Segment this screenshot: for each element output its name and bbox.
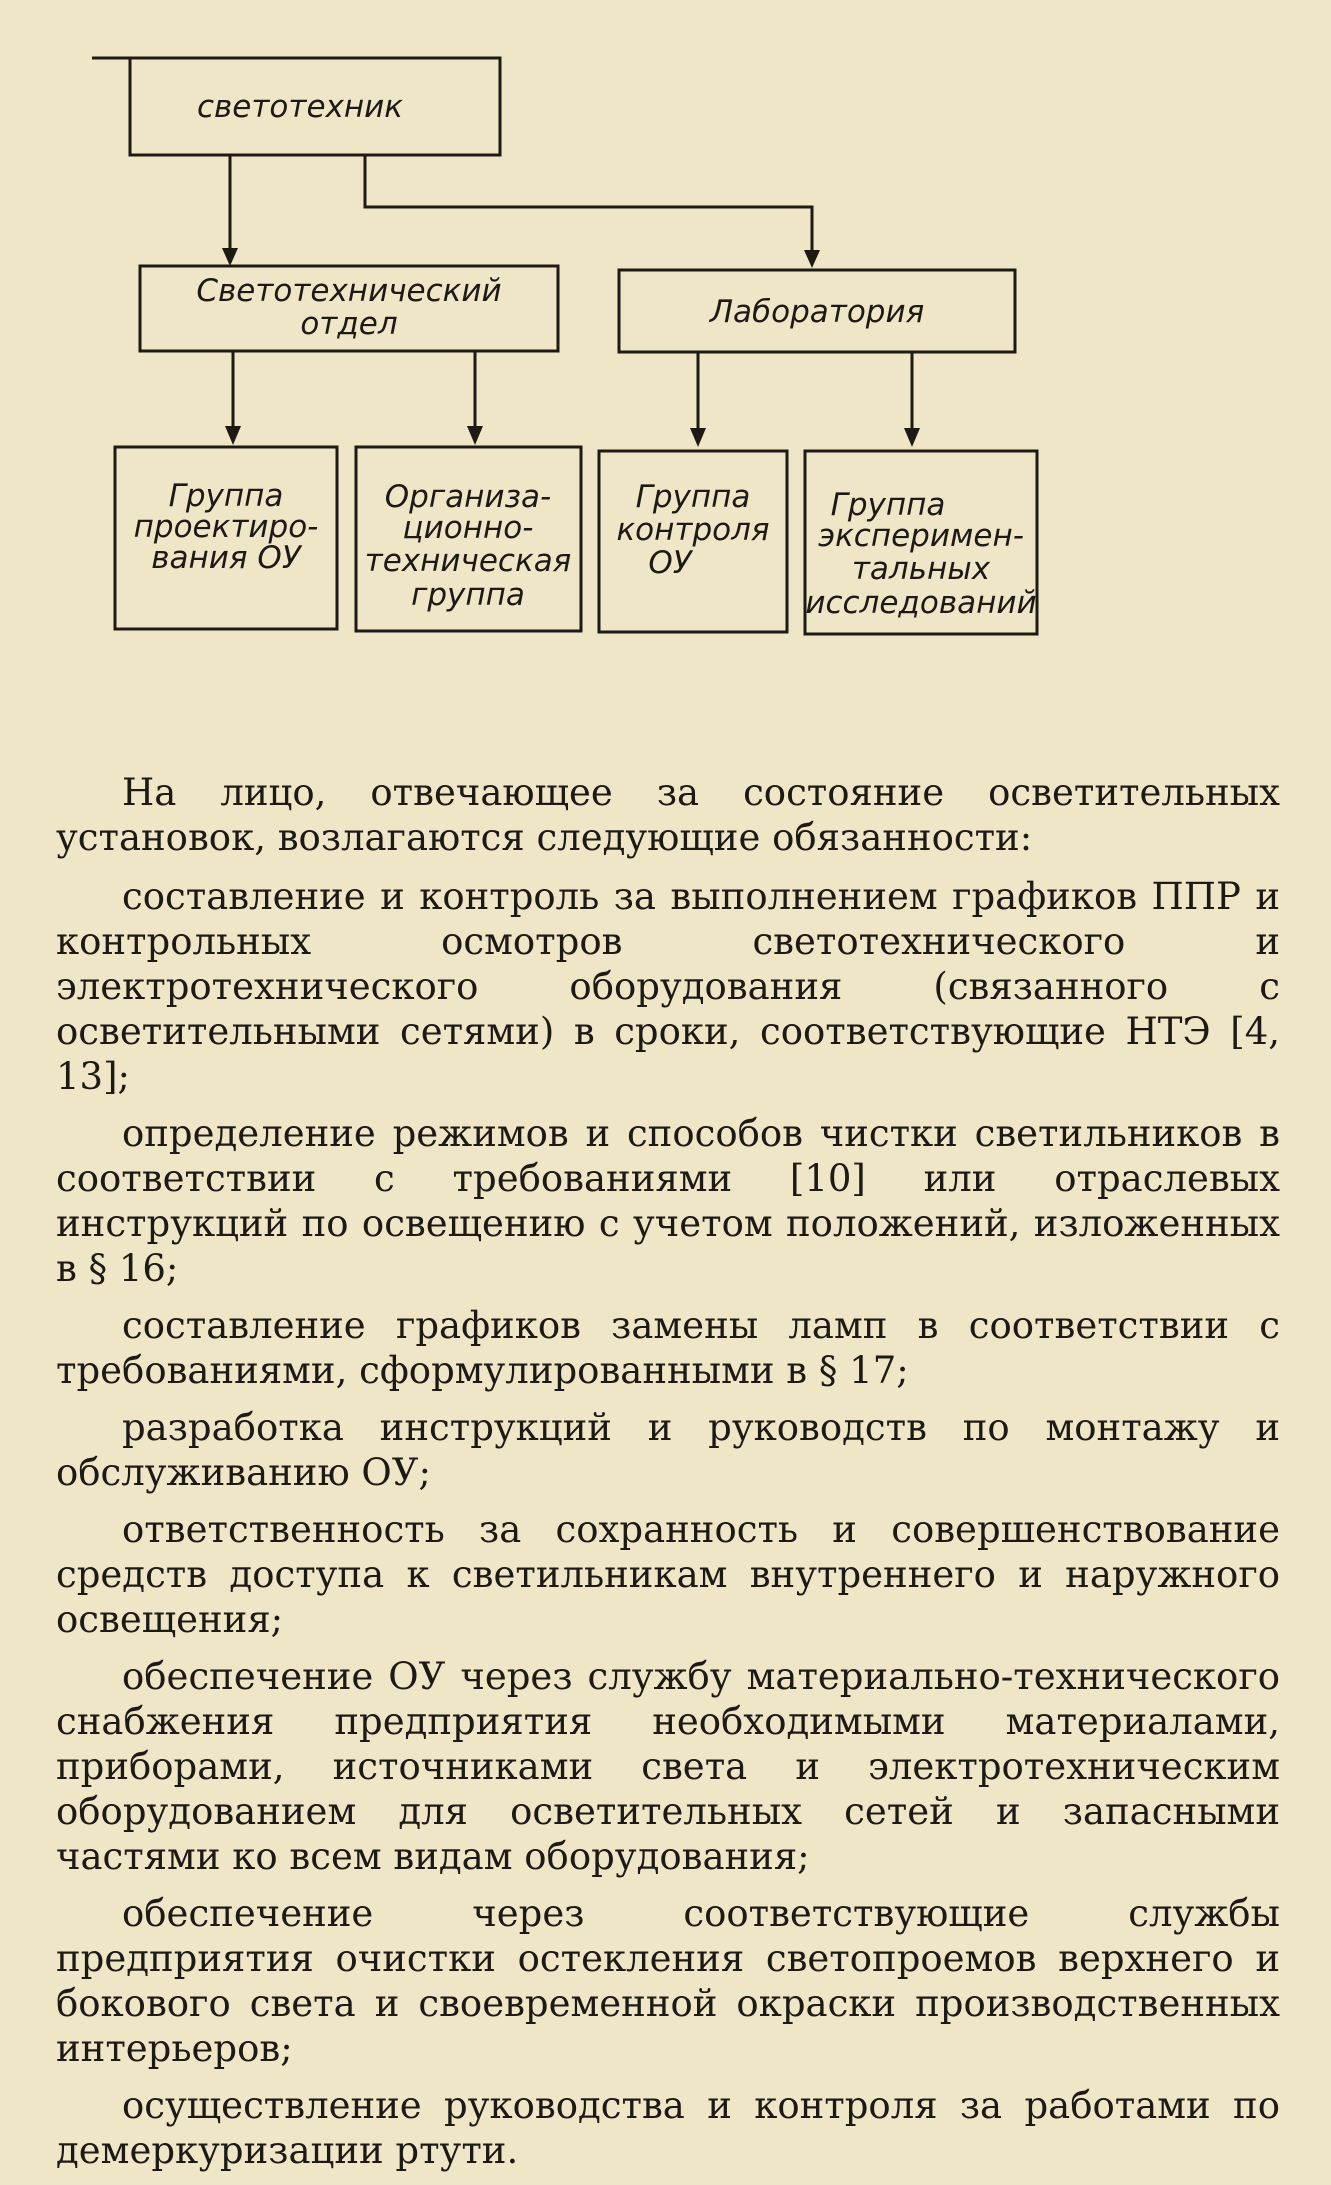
connector-top-dept2 (365, 155, 812, 252)
intro-paragraph: На лицо, отвечающее за состояние осветительных установок, возлагаются следующие обязанности: (56, 771, 1280, 859)
group-experimental-line-4: исследований (805, 585, 1037, 621)
duty-item: разработка инструкций и руководств по монтажу и обслуживанию ОУ; (56, 1406, 1280, 1494)
duty-item: обеспечение через соответствующие службы предприятия очистки остекления светопроемов верхнего и бокового света и своевременной окраски производственных интерьеров; (56, 1892, 1280, 2070)
dept-lighting-line-1: Светотехнический (196, 273, 502, 309)
group-organizational-line-2: ционно- (402, 510, 534, 546)
org-chart (0, 0, 1331, 700)
group-organizational-line-1: Организа- (384, 479, 552, 515)
duty-item: составление графиков замены ламп в соответствии с требованиями, сформулированными в § 17; (56, 1304, 1280, 1392)
group-design-line-3: вания ОУ (151, 540, 301, 576)
group-design-line-2: проектиро- (133, 509, 319, 545)
dept-lighting-line-2: отдел (300, 306, 398, 342)
dept-laboratory-line-1: Лаборатория (709, 294, 925, 330)
duty-item: обеспечение ОУ через службу материально-технического снабжения предприятия необходимыми материалами, приборами, источниками света и электротехническим оборудованием для осветительных сетей и запасными частями ко всем видам оборудования; (56, 1655, 1280, 1878)
group-design-line-1: Группа (168, 478, 284, 514)
group-experimental-line-2: эксперимен- (818, 518, 1024, 554)
duty-item: составление и контроль за выполнением графиков ППР и контрольных осмотров светотехнического и электротехнического оборудования (связанного с осветительными сетями) в сроки, соответствующие НТЭ [4, 13]; (56, 875, 1280, 1098)
arrow-group3 (690, 428, 706, 447)
arrow-group1 (225, 426, 241, 445)
group-experimental-line-1: Группа (830, 487, 946, 523)
duty-item: осуществление руководства и контроля за работами по демеркуризации ртути. (56, 2084, 1280, 2172)
arrow-dept2 (804, 250, 820, 268)
group-organizational-line-3: техническая (364, 543, 572, 579)
duty-item: ответственность за сохранность и совершенствование средств доступа к светильникам внутреннего и наружного освещения; (56, 1508, 1280, 1641)
group-experimental-line-3: тальных (851, 551, 991, 587)
group-control-line-3: ОУ (648, 545, 692, 581)
duties-text (56, 770, 1280, 2185)
group-control-line-1: Группа (635, 479, 751, 515)
top-box-label: светотехник (196, 89, 404, 125)
arrow-group4 (904, 428, 920, 447)
arrow-dept1 (222, 248, 238, 266)
group-organizational-line-4: группа (411, 577, 525, 613)
arrow-group2 (467, 426, 483, 445)
group-control-line-2: контроля (616, 512, 770, 548)
duty-item: определение режимов и способов чистки светильников в соответствии с требованиями [10] или отраслевых инструкций по освещению с учетом положений, изложенных в § 16; (56, 1112, 1280, 1290)
